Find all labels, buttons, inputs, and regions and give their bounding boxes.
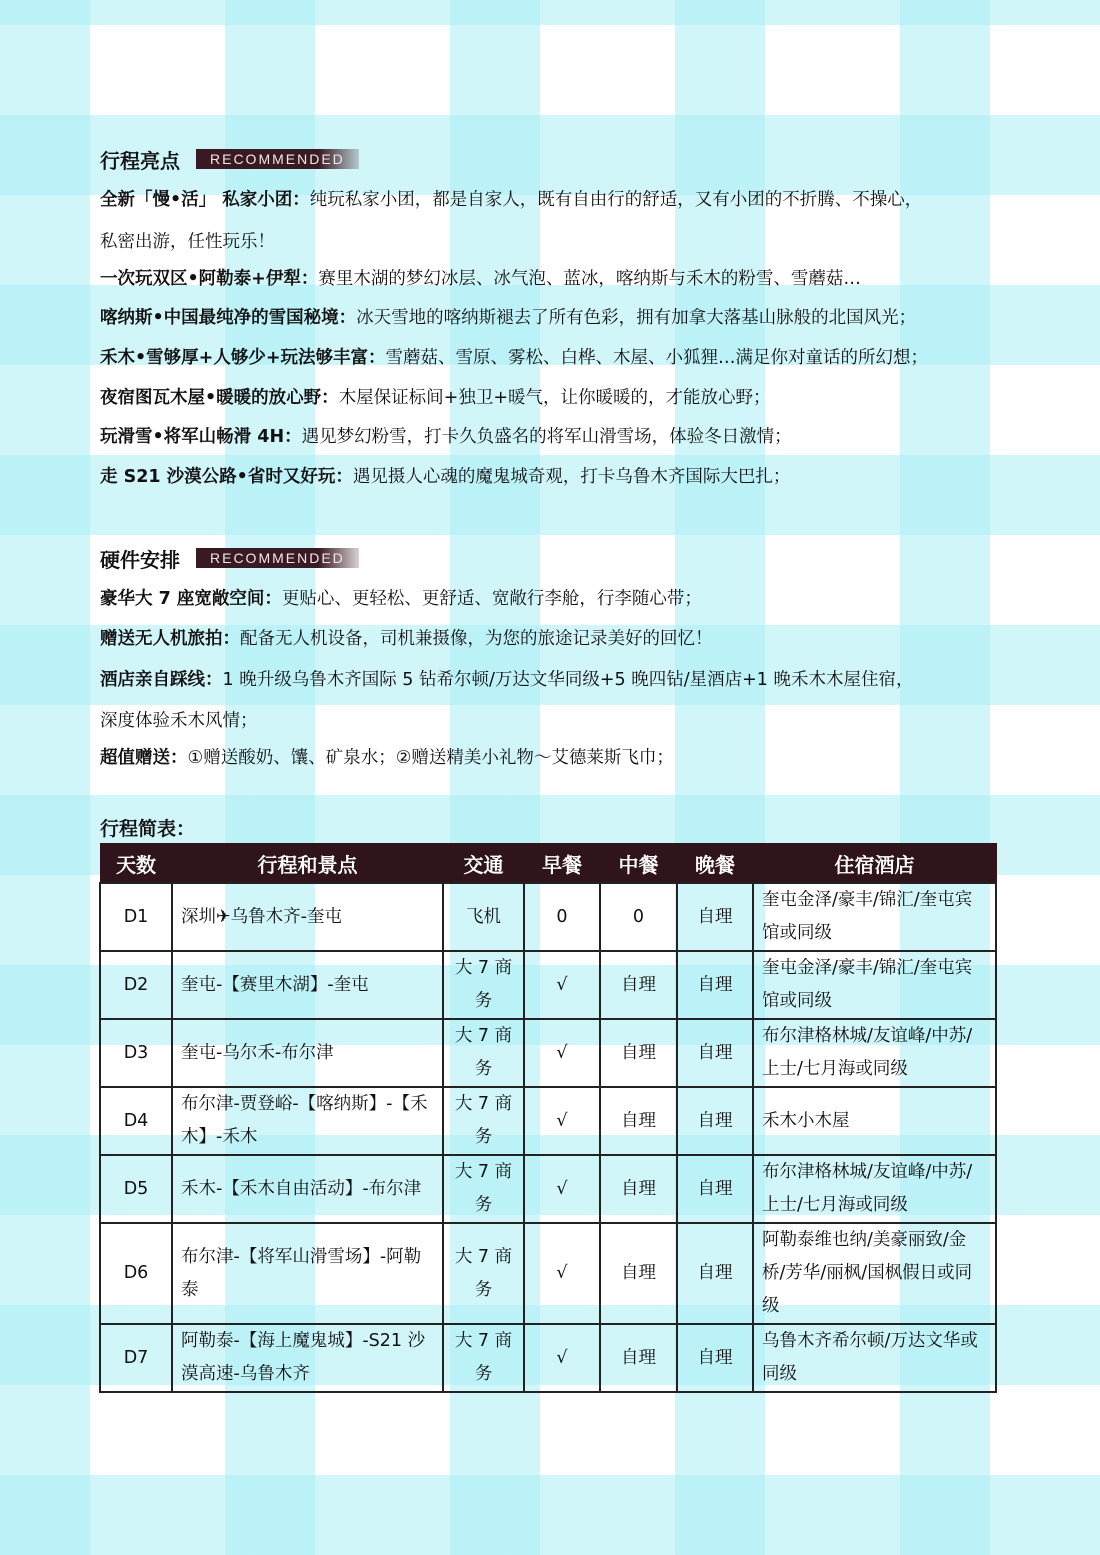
cell-transport: 大 7 商务	[443, 1019, 524, 1087]
cell-day: D2	[100, 951, 172, 1019]
cell-hotel: 奎屯金泽/豪丰/锦汇/奎屯宾馆或同级	[753, 951, 996, 1019]
header-route: 行程和景点	[172, 844, 443, 884]
cell-transport: 大 7 商务	[443, 951, 524, 1019]
cell-dinner: 自理	[677, 883, 753, 951]
hardware-text: ①赠送酸奶、馕、矿泉水；②赠送精美小礼物～艾德莱斯飞巾；	[187, 748, 674, 768]
cell-lunch: 自理	[600, 1019, 677, 1087]
highlight-line	[100, 346, 1000, 370]
cell-lunch: 自理	[600, 1324, 677, 1392]
cell-day: D1	[100, 883, 172, 951]
table-row	[100, 1324, 996, 1392]
highlight-line	[100, 465, 1000, 489]
highlight-text: 遇见摄人心魂的魔鬼城奇观，打卡乌鲁木齐国际大巴扎；	[352, 467, 791, 487]
cell-route: 布尔津-【将军山滑雪场】-阿勒泰	[172, 1223, 443, 1324]
header-hotel: 住宿酒店	[753, 844, 996, 884]
cell-dinner: 自理	[677, 1087, 753, 1155]
cell-route: 禾木-【禾木自由活动】-布尔津	[172, 1155, 443, 1223]
highlight-line	[100, 306, 1000, 330]
cell-hotel: 布尔津格林城/友谊峰/中苏/上士/七月海或同级	[753, 1019, 996, 1087]
cell-route: 布尔津-贾登峪-【喀纳斯】-【禾木】-禾木	[172, 1087, 443, 1155]
cell-breakfast: √	[524, 1019, 600, 1087]
highlight-text: 冰天雪地的喀纳斯褪去了所有色彩，拥有加拿大落基山脉般的北国风光；	[356, 308, 917, 328]
table-row	[100, 1087, 996, 1155]
cell-hotel: 禾木小木屋	[753, 1087, 996, 1155]
hardware-title: 硬件安排	[100, 547, 180, 572]
cell-breakfast: √	[524, 1087, 600, 1155]
hardware-tag: RECOMMENDED	[196, 548, 359, 568]
cell-hotel: 阿勒泰维也纳/美豪丽致/金桥/芳华/丽枫/国枫假日或同级	[753, 1223, 996, 1324]
cell-day: D3	[100, 1019, 172, 1087]
highlight-bold: 一次玩双区•阿勒泰+伊犁：	[100, 269, 319, 289]
header-breakfast: 早餐	[524, 844, 600, 884]
highlight-text: 纯玩私家小团，都是自家人，既有自由行的舒适，又有小团的不折腾、不操心，	[309, 190, 923, 210]
cell-hotel: 乌鲁木齐希尔顿/万达文华或同级	[753, 1324, 996, 1392]
cell-day: D6	[100, 1223, 172, 1324]
highlight-bold: 全新「慢•活」 私家小团：	[100, 190, 310, 210]
cell-transport: 大 7 商务	[443, 1324, 524, 1392]
cell-route: 深圳✈乌鲁木齐-奎屯	[172, 883, 443, 951]
header-lunch: 中餐	[600, 844, 677, 884]
table-row	[100, 883, 996, 951]
highlight-text: 赛里木湖的梦幻冰层、冰气泡、蓝冰，喀纳斯与禾木的粉雪、雪蘑菇…	[318, 269, 861, 289]
cell-breakfast: √	[524, 1155, 600, 1223]
cell-lunch: 自理	[600, 1223, 677, 1324]
cell-dinner: 自理	[677, 1155, 753, 1223]
cell-hotel: 奎屯金泽/豪丰/锦汇/奎屯宾馆或同级	[753, 883, 996, 951]
highlight-line	[100, 425, 1000, 449]
highlights-title: 行程亮点	[100, 148, 180, 173]
cell-breakfast: √	[524, 951, 600, 1019]
hardware-text: 深度体验禾木风情；	[100, 711, 258, 731]
cell-day: D7	[100, 1324, 172, 1392]
cell-lunch: 自理	[600, 951, 677, 1019]
cell-route: 奎屯-【赛里木湖】-奎屯	[172, 951, 443, 1019]
highlight-bold: 喀纳斯•中国最纯净的雪国秘境：	[100, 308, 357, 328]
cell-lunch: 自理	[600, 1087, 677, 1155]
highlight-text: 私密出游，任性玩乐！	[100, 232, 275, 252]
highlight-bold: 禾木•雪够厚+人够少+玩法够丰富：	[100, 348, 386, 368]
highlight-bold: 夜宿图瓦木屋•暖暖的放心野：	[100, 388, 339, 408]
hardware-text: 1 晚升级乌鲁木齐国际 5 钻希尔顿/万达文华同级+5 晚四钻/星酒店+1 晚禾木木屋住宿，	[222, 670, 914, 690]
table-row	[100, 1019, 996, 1087]
header-dinner: 晚餐	[677, 844, 753, 884]
itinerary-table	[99, 843, 997, 1393]
highlight-text: 木屋保证标间+独卫+暖气，让你暖暖的，才能放心野；	[338, 388, 771, 408]
hardware-line	[100, 587, 1000, 611]
hardware-line	[100, 746, 1000, 770]
hardware-line	[100, 709, 1000, 733]
highlight-line	[100, 188, 1000, 212]
cell-route: 奎屯-乌尔禾-布尔津	[172, 1019, 443, 1087]
hardware-bold: 酒店亲自踩线：	[100, 670, 223, 690]
cell-hotel: 布尔津格林城/友谊峰/中苏/上士/七月海或同级	[753, 1155, 996, 1223]
cell-day: D4	[100, 1087, 172, 1155]
table-header-row	[100, 844, 996, 884]
cell-dinner: 自理	[677, 951, 753, 1019]
highlights-heading	[100, 146, 359, 172]
cell-dinner: 自理	[677, 1019, 753, 1087]
highlight-bold: 玩滑雪•将军山畅滑 4H：	[100, 427, 302, 447]
cell-transport: 大 7 商务	[443, 1155, 524, 1223]
cell-transport: 大 7 商务	[443, 1087, 524, 1155]
hardware-line	[100, 627, 1000, 651]
cell-dinner: 自理	[677, 1324, 753, 1392]
cell-lunch: 0	[600, 883, 677, 951]
header-transport: 交通	[443, 844, 524, 884]
cell-route: 阿勒泰-【海上魔鬼城】-S21 沙漠高速-乌鲁木齐	[172, 1324, 443, 1392]
cell-day: D5	[100, 1155, 172, 1223]
cell-lunch: 自理	[600, 1155, 677, 1223]
hardware-bold: 赠送无人机旅拍：	[100, 629, 240, 649]
highlight-line	[100, 267, 1000, 291]
hardware-bold: 豪华大 7 座宽敞空间：	[100, 589, 282, 609]
hardware-text: 更贴心、更轻松、更舒适、宽敞行李舱，行李随心带；	[281, 589, 702, 609]
hardware-text: 配备无人机设备，司机兼摄像，为您的旅途记录美好的回忆！	[240, 629, 713, 649]
hardware-line	[100, 668, 1000, 692]
cell-dinner: 自理	[677, 1223, 753, 1324]
schedule-title: 行程简表：	[100, 818, 196, 840]
table-row	[100, 951, 996, 1019]
cell-breakfast: √	[524, 1324, 600, 1392]
highlight-text: 雪蘑菇、雪原、雾松、白桦、木屋、小狐狸…满足你对童话的所幻想；	[385, 348, 929, 368]
header-day: 天数	[100, 844, 172, 884]
hardware-bold: 超值赠送：	[100, 748, 188, 768]
highlight-line	[100, 230, 1000, 254]
cell-breakfast: 0	[524, 883, 600, 951]
table-row	[100, 1155, 996, 1223]
cell-transport: 飞机	[443, 883, 524, 951]
hardware-heading	[100, 545, 359, 571]
cell-breakfast: √	[524, 1223, 600, 1324]
table-row	[100, 1223, 996, 1324]
highlight-bold: 走 S21 沙漠公路•省时又好玩：	[100, 467, 353, 487]
cell-transport: 大 7 商务	[443, 1223, 524, 1324]
highlights-tag: RECOMMENDED	[196, 149, 359, 169]
highlight-line	[100, 386, 1000, 410]
highlight-text: 遇见梦幻粉雪，打卡久负盛名的将军山滑雪场，体验冬日激情；	[301, 427, 792, 447]
